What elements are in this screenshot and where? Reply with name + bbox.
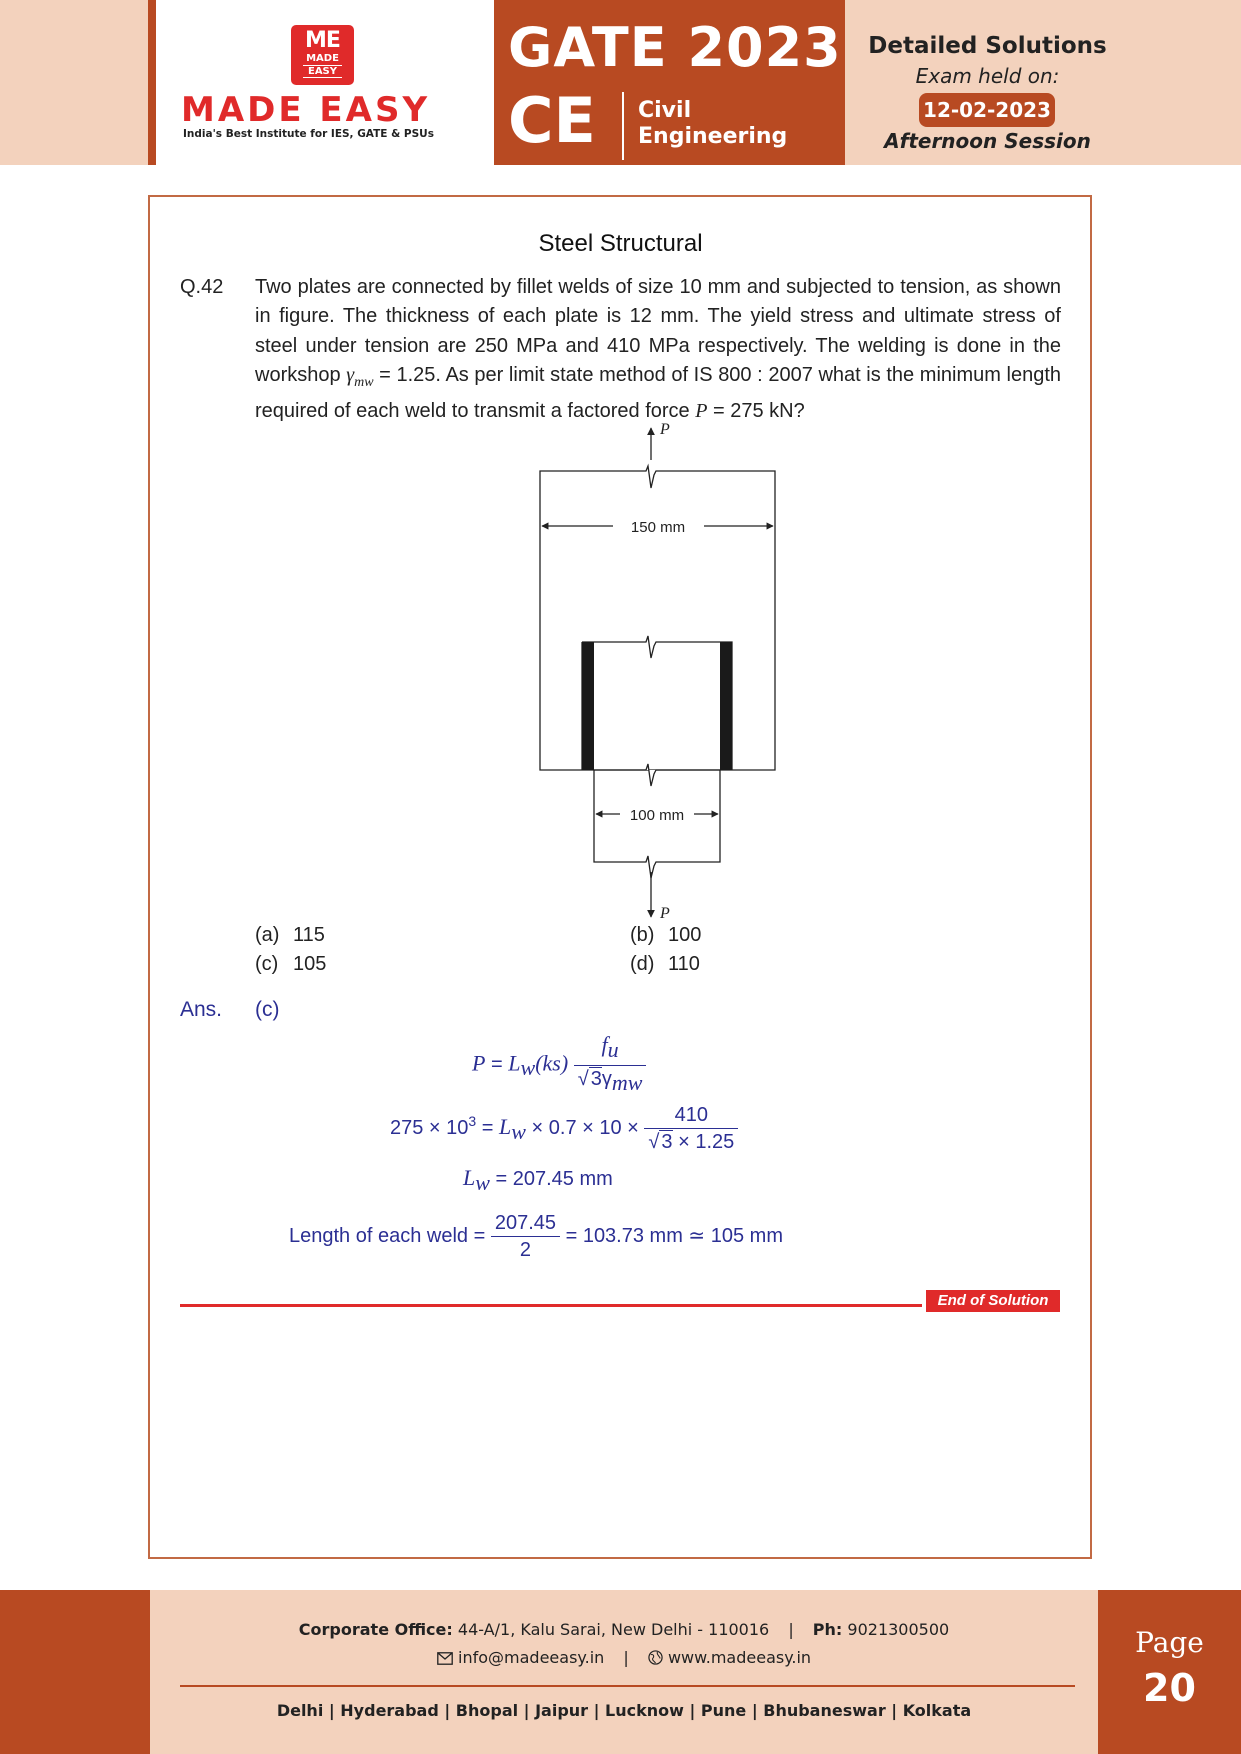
answer-label: Ans. [180,998,223,1021]
equation-2 [390,1102,738,1155]
option-d [630,953,700,976]
exam-info-panel [845,0,1241,165]
eq4-denominator: 2 [519,1239,531,1261]
eq1-equals: = [491,1053,503,1076]
question-number: Q.42 [180,276,224,298]
question-text-part1: Two plates are connected by fillet welds of size 10 mm and subjected to tension, as shown in figure. The thickness of each plate is 12 mm. The yield stress and ultimate stress of steel under tension are 250 MPa and 410 MPa respectively. The welding is done in the workshop [255,276,1061,386]
eq1-lhs: P [472,1050,486,1076]
load-label-top: P [660,421,670,438]
logo-mark [291,25,354,85]
eq4-lhs: Length of each weld [289,1224,469,1247]
option-b [630,924,701,947]
load-label-bottom: P [660,905,670,922]
eq1-gamma: γ [601,1068,612,1090]
option-value: 110 [668,953,700,975]
eq4-rhs: = 103.73 mm ≃ 105 mm [565,1224,783,1247]
eq2-sqrt: 3 [661,1131,673,1153]
mail-icon [437,1652,453,1665]
held-label: Exam held on: [915,64,1060,88]
fillet-weld-right [720,642,732,770]
paper-name-line2: Engineering [638,124,788,149]
footer-background [0,1590,1241,1754]
gamma-symbol: γ [346,363,355,386]
office-address: 44-A/1, Kalu Sarai, New Delhi - 110016 [457,1620,770,1639]
eq1-numerator: f [601,1032,608,1057]
eq2-lw: L [499,1113,512,1139]
question-text-part3: = 275 kN? [707,400,805,423]
eq1-fraction: $\frac{f_u}{√ 3\gamma_{mw}}$ [574,1032,647,1098]
eq2-numerator: 410 [644,1102,738,1129]
inner-plate-lower [594,770,720,878]
eq4-equals: = [473,1224,486,1247]
eq2-denominator-rest: × 1.25 [678,1131,735,1153]
gamma-subscript: mw [354,374,374,390]
session-label: Afternoon Session [884,129,1091,153]
eq3-equals: = [495,1168,508,1190]
option-value: 115 [293,924,325,946]
force-symbol: P [695,400,708,423]
weld-figure [520,418,800,923]
end-of-solution-rule [180,1304,922,1307]
dimension-label-150: 150 mm [630,519,686,536]
eq3-lhs: L [463,1165,476,1190]
logo-tagline: India's Best Institute for IES, GATE & PSUs [183,128,434,140]
logo-name: MADE EASY [181,90,431,130]
option-label: (b) [630,924,655,946]
eq2-middle: × 0.7 × 10 × [531,1116,639,1139]
exam-title: GATE 2023 [508,16,842,79]
question-text-part2: = 1.25. As per limit state method of IS 800 : 2007 what is the minimum length required of each weld to transmit a factored force [255,363,1061,423]
page-number: 20 [1143,1666,1196,1710]
option-value: 105 [293,953,327,975]
paper-name [638,98,787,150]
eq3-lhs-sub: w [475,1170,490,1195]
page-number-block [1098,1590,1241,1754]
footer-cities: Delhi | Hyderabad | Bhopal | Jaipur | Lucknow | Pune | Bhubaneswar | Kolkata [276,1701,972,1720]
end-of-solution-badge: End of Solution [926,1290,1060,1312]
eq3-rhs: 207.45 mm [512,1168,613,1190]
outer-plate-break [594,764,720,786]
header-left-strip [148,0,156,165]
footer-office-line: Corporate Office: 44-A/1, Kalu Sarai, New Delhi - 110016 | Ph: 9021300500 [298,1620,950,1639]
office-label: Corporate Office: [298,1620,453,1639]
phone-label: Ph: [812,1620,843,1639]
eq2-lhs: 275 × 10 [390,1116,469,1139]
eq1-lw-sub: w [520,1055,536,1081]
eq2-equals: = [481,1116,494,1139]
exam-panel [494,0,845,165]
eq1-sqrt: 3 [590,1068,602,1090]
eq4-numerator: 207.45 [491,1210,560,1237]
eq1-ks: (ks) [535,1050,569,1076]
paper-divider [622,92,624,160]
eq4-fraction [491,1210,560,1263]
globe-icon [648,1650,663,1665]
eq2-lw-sub: w [511,1118,526,1144]
exam-date-badge: 12-02-2023 [919,93,1055,127]
equation-3 [463,1165,613,1196]
option-label: (a) [255,924,280,946]
eq1-gamma-sub: mw [611,1070,643,1095]
option-c [255,953,326,976]
logo-panel [156,0,494,165]
logo-mark-line3: EASY [303,65,342,78]
eq2-fraction: $\frac{410}{√ 3 \times 1.25}$ [644,1102,738,1155]
question-text [255,273,1061,426]
solutions-title: Detailed Solutions [868,33,1107,59]
footer-contact-line: info@madeeasy.in | www.madeeasy.in [150,1648,1098,1667]
option-label: (c) [255,953,279,975]
logo-mark-initials: ME [305,28,340,53]
option-value: 100 [668,924,702,946]
logo-mark-line2: MADE [306,53,339,64]
equation-4 [289,1210,783,1263]
eq2-lhs-sup: 3 [468,1113,477,1130]
footer-rule [180,1685,1075,1687]
answer-value: (c) [255,998,280,1021]
paper-code: CE [508,84,596,157]
eq1-lw: L [508,1050,521,1076]
equation-1 [472,1032,646,1098]
eq1-numerator-sub: u [607,1037,619,1062]
dimension-label-100: 100 mm [629,807,685,824]
paper-name-line1: Civil [638,98,692,123]
website-link[interactable]: www.madeeasy.in [667,1648,812,1667]
footer-left-block [0,1590,150,1754]
section-title: Steel Structural [538,230,703,257]
option-a [255,924,325,947]
phone-number: 9021300500 [847,1620,950,1639]
outer-plate [540,466,775,770]
inner-plate [582,636,732,770]
email-link[interactable]: info@madeeasy.in [458,1648,605,1667]
option-label: (d) [630,953,655,975]
fillet-weld-left [582,642,594,770]
page-label: Page [1135,1626,1204,1659]
